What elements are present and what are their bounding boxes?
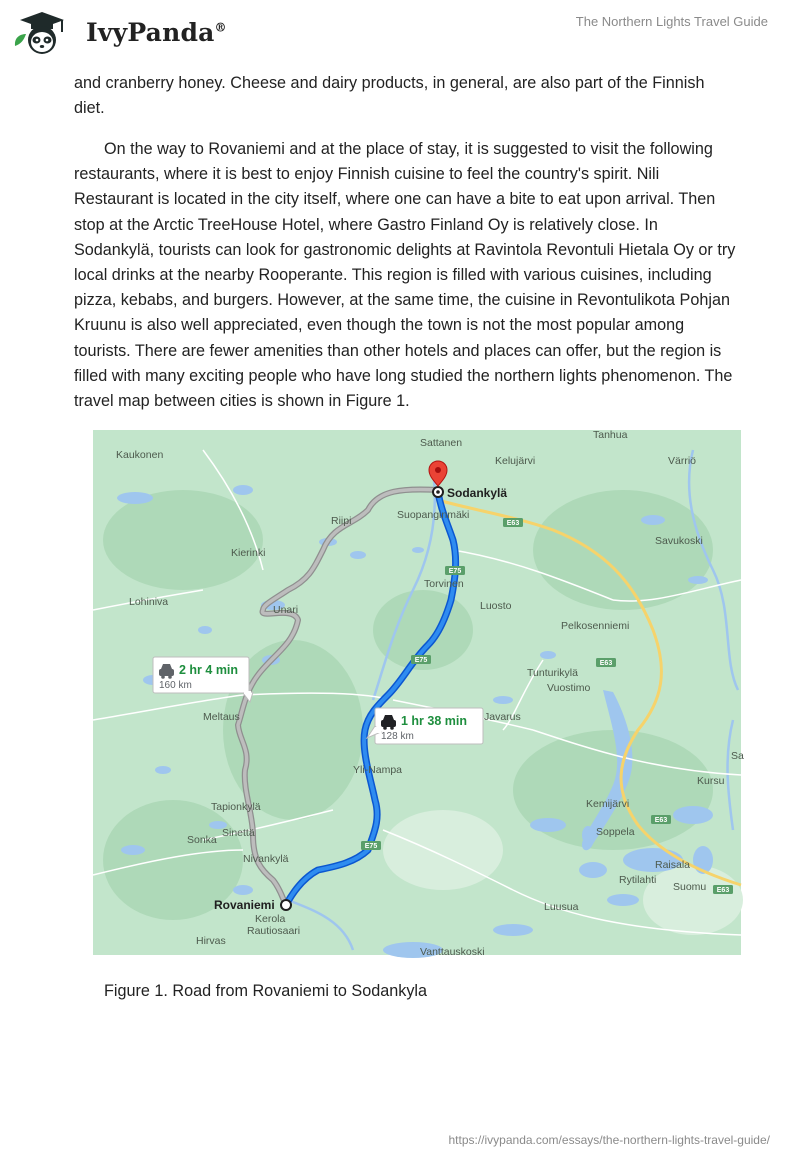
document-title: The Northern Lights Travel Guide xyxy=(575,14,768,29)
brand-name: IvyPanda® xyxy=(86,18,227,47)
svg-text:E75: E75 xyxy=(364,843,378,850)
place-vaerrio: Värriö xyxy=(668,455,697,467)
place-riipi: Riipi xyxy=(331,515,352,527)
svg-text:E63: E63 xyxy=(599,660,613,667)
page-header xyxy=(0,0,800,64)
map-canvas xyxy=(93,429,744,958)
place-kierinki: Kierinki xyxy=(231,547,266,559)
place-hirvas: Hirvas xyxy=(196,935,226,947)
place-yli-nampa: Yli-Nampa xyxy=(353,764,403,776)
place-torvinen: Torvinen xyxy=(424,578,464,590)
place-kelujarvi: Kelujärvi xyxy=(495,455,536,467)
place-unari: Unari xyxy=(273,604,299,616)
svg-text:E63: E63 xyxy=(506,520,520,527)
place-sattanen: Sattanen xyxy=(420,437,463,449)
place-rautiosaari: Rautiosaari xyxy=(247,925,301,937)
place-tunturikyla: Tunturikylä xyxy=(527,667,578,679)
origin-label: Rovaniemi xyxy=(214,898,275,912)
svg-text:E63: E63 xyxy=(654,817,668,824)
place-pelkosenniemi: Pelkosenniemi xyxy=(561,620,630,632)
place-rytilahti: Rytilahti xyxy=(619,874,657,886)
place-kursu: Kursu xyxy=(697,775,725,787)
alternate-route-time: 2 hr 4 min xyxy=(179,663,239,677)
place-sonka: Sonka xyxy=(187,834,217,846)
place-kerola: Kerola xyxy=(255,913,286,925)
place-vanttauskoski: Vanttauskoski xyxy=(420,946,485,958)
road-shield-e63-right xyxy=(596,658,616,667)
road-shield-e75-mid xyxy=(411,655,431,664)
destination-label: Sodankylä xyxy=(447,486,508,500)
main-route-time: 1 hr 38 min xyxy=(401,714,467,728)
place-suomu: Suomu xyxy=(673,881,707,893)
place-tapionkyla: Tapionkylä xyxy=(211,801,261,813)
place-raisala: Raisala xyxy=(655,859,691,871)
road-shield-e63-kemijarvi xyxy=(651,815,671,824)
svg-text:E63: E63 xyxy=(716,887,730,894)
paragraph-2: On the way to Rovaniemi and at the place of stay, it is suggested to visit the following restaurants, where it is best to enjoy Finnish cuisine to feel the country's spirit. Nili Restaurant is located in the city itself, where one can have a bite to eat upon arrival. Then stop at the Arctic TreeHouse Hotel, where Gastro Finland Oy is relatively close. In Sodankylä, tourists can look for gastronomic delights at Ravintola Revontuli Hietala Oy or try local drinks at the nearby Rooperante. This region is filled with various cuisines, including pizza, kebabs, and burgers. However, at the same time, the cuisine in Revontulikota Pohjan Kruunu is also well appreciated, even though the town is not the most popular among tourists. There are fewer amenities than other hotels and places can offer, but the region is filled with many exciting people who have long studied the northern lights phenomenon. The travel map between cities is shown in Figure 1. xyxy=(74,140,736,411)
place-nivankyla: Nivankylä xyxy=(243,853,289,865)
source-url[interactable]: https://ivypanda.com/essays/the-northern-lights-travel-guide/ xyxy=(448,1133,770,1147)
place-luosto: Luosto xyxy=(480,600,512,612)
road-shield-e75-torvinen xyxy=(445,566,465,575)
place-lohiniva: Lohiniva xyxy=(129,596,169,608)
place-sa: Sa xyxy=(731,750,744,762)
ivypanda-logo[interactable] xyxy=(12,8,252,56)
road-shield-e63-suomu xyxy=(713,885,733,894)
svg-text:E75: E75 xyxy=(448,568,462,575)
paragraph-1: and cranberry honey. Cheese and dairy products, in general, are also part of the Finnish diet. xyxy=(74,74,705,118)
road-shield-e75-low xyxy=(361,841,381,850)
place-meltaus: Meltaus xyxy=(203,711,240,723)
place-javarus: Javarus xyxy=(484,711,521,723)
alternate-route-distance: 160 km xyxy=(159,680,192,691)
figure-caption: Figure 1. Road from Rovaniemi to Sodankyla xyxy=(104,982,428,1000)
main-route-distance: 128 km xyxy=(381,731,414,742)
road-shield-e63-top xyxy=(503,518,523,527)
panda-logo-icon xyxy=(12,8,76,56)
place-vuostimo: Vuostimo xyxy=(547,682,591,694)
route-map[interactable] xyxy=(93,429,744,958)
place-suopanginmaki: Suopanginmäki xyxy=(397,509,470,521)
place-sinetta: Sinettä xyxy=(222,827,255,839)
place-kemijarvi: Kemijärvi xyxy=(586,798,630,810)
svg-text:E75: E75 xyxy=(414,657,428,664)
place-savukoski: Savukoski xyxy=(655,535,703,547)
place-tanhua: Tanhua xyxy=(593,429,628,441)
place-soppela: Soppela xyxy=(596,826,635,838)
place-kaukonen: Kaukonen xyxy=(116,449,164,461)
main-route-callout[interactable] xyxy=(367,708,483,744)
place-luusua: Luusua xyxy=(544,901,579,913)
